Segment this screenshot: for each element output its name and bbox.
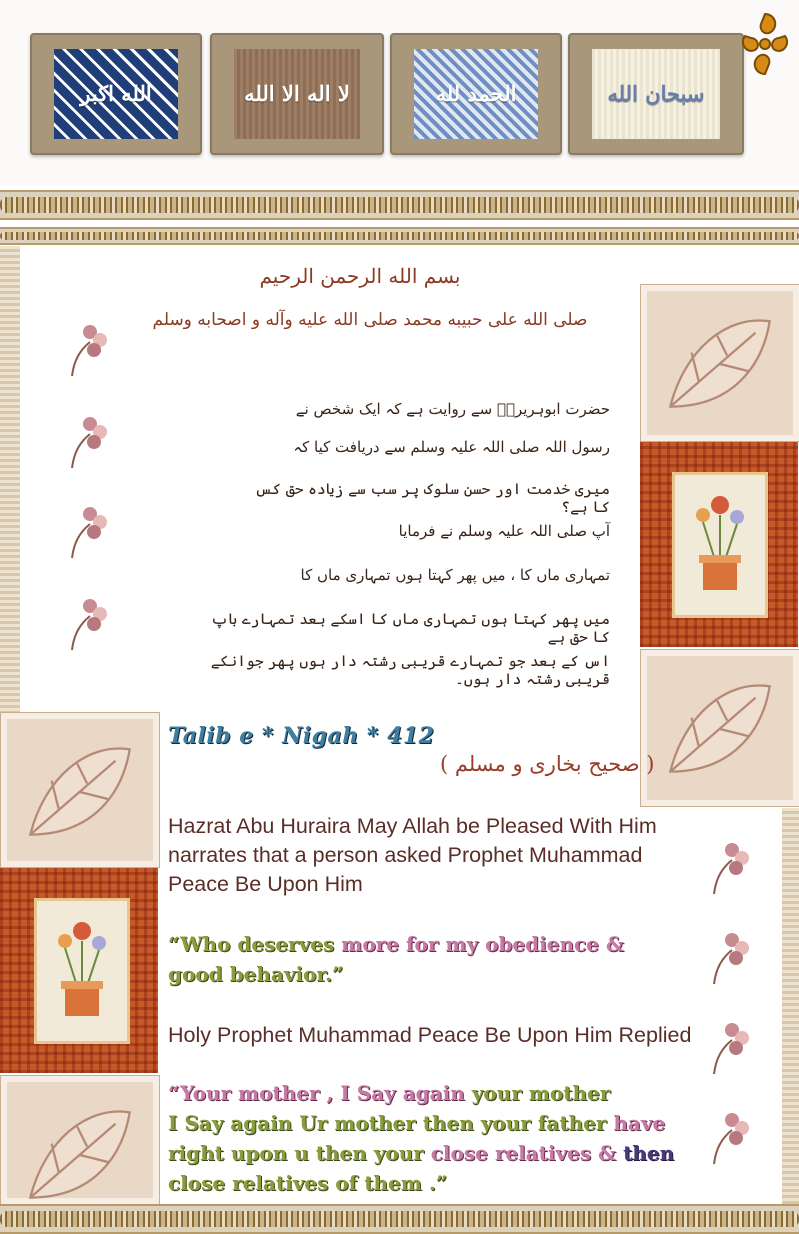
urdu-line-6: میں پھر کہتا ہوں تمہاری ماں کا اسکے بعد تمہارے باپ کا حق ہے: [210, 610, 610, 646]
chain-border-thin: [0, 227, 799, 245]
calligraphy-tile-la-ilaha: لا اله الا الله: [210, 33, 384, 155]
leaf-card-left-2: [0, 1075, 160, 1205]
quilt-flowerpot-left: [0, 868, 158, 1073]
knot-ornament-icon: [735, 8, 795, 82]
urdu-line-4: آپ صلی اللہ علیہ وسلم نے فرمایا: [398, 522, 610, 540]
clover-sprig-icon: [708, 928, 756, 986]
header-banner: [0, 0, 799, 185]
english-reply-intro: Holy Prophet Muhammad Peace Be Upon Him Replied: [168, 1023, 692, 1047]
leaf-card-mid-right: [640, 649, 799, 807]
author-signature: Talib e * Nigah * 412: [168, 723, 435, 749]
leaf-card-top-right: [640, 284, 799, 442]
clover-sprig-icon: [708, 838, 756, 896]
calligraphy-tile-allahu-akbar: الله اکبر: [30, 33, 202, 155]
leaf-icon: [649, 293, 791, 435]
english-narration: Hazrat Abu Huraira May Allah be Pleased With Him narrates that a person asked Prophet Muhammad Peace Be Upon Him: [168, 814, 657, 896]
quilt-flowerpot-right: [640, 442, 798, 647]
leaf-icon: [649, 658, 791, 800]
flowerpot-icon: [675, 475, 765, 615]
clover-sprig-icon: [66, 594, 114, 652]
clover-sprig-icon: [66, 412, 114, 470]
urdu-line-2: رسول اللہ صلی اللہ علیہ وسلم سے دریافت کیا کہ: [293, 438, 610, 456]
bismillah-heading: بسم الله الرحمن الرحیم: [259, 264, 461, 288]
english-answer: “Your mother , I Say again your mother I Say again Ur mother then your father have right upon u then your close relatives & then close relatives of them .”: [168, 1081, 675, 1195]
salutation-heading: صلی الله علی حبیبه محمد صلی الله علیه وآله و اصحابه وسلم: [152, 310, 588, 330]
chain-border-bottom: [0, 1204, 799, 1234]
flowerpot-icon: [37, 901, 127, 1041]
clover-sprig-icon: [708, 1018, 756, 1076]
clover-sprig-icon: [66, 502, 114, 560]
leaf-icon: [9, 721, 151, 863]
clover-sprig-icon: [66, 320, 114, 378]
hadith-reference: ( صحیح بخاری و مسلم ): [440, 752, 655, 776]
urdu-line-3: میری خدمت اور حسن سلوک پر سب سے زیادہ حق کس کا ہے؟: [254, 480, 610, 516]
urdu-line-1: حضرت ابوہریرہؓ سے روایت ہے کہ ایک شخص نے: [295, 400, 610, 418]
english-question: “Who deserves more for my obedience & good behavior.”: [168, 932, 624, 986]
leaf-card-left-1: [0, 712, 160, 868]
calligraphy-tile-subhanallah: سبحان الله: [568, 33, 744, 155]
clover-sprig-icon: [708, 1108, 756, 1166]
urdu-line-7: اس کے بعد جو تمہارے قریبی رشتہ دار ہوں پھر جوانکے قریبی رشتہ دار ہوں۔: [210, 652, 610, 688]
left-decorative-stripe: [0, 246, 20, 716]
right-decorative-stripe: [782, 808, 799, 1204]
calligraphy-tile-alhamdulillah: الحمد لله: [390, 33, 562, 155]
urdu-line-5: تمہاری ماں کا ، میں پھر کہتا ہوں تمہاری ماں کا: [300, 566, 610, 584]
chain-border-top: [0, 190, 799, 220]
